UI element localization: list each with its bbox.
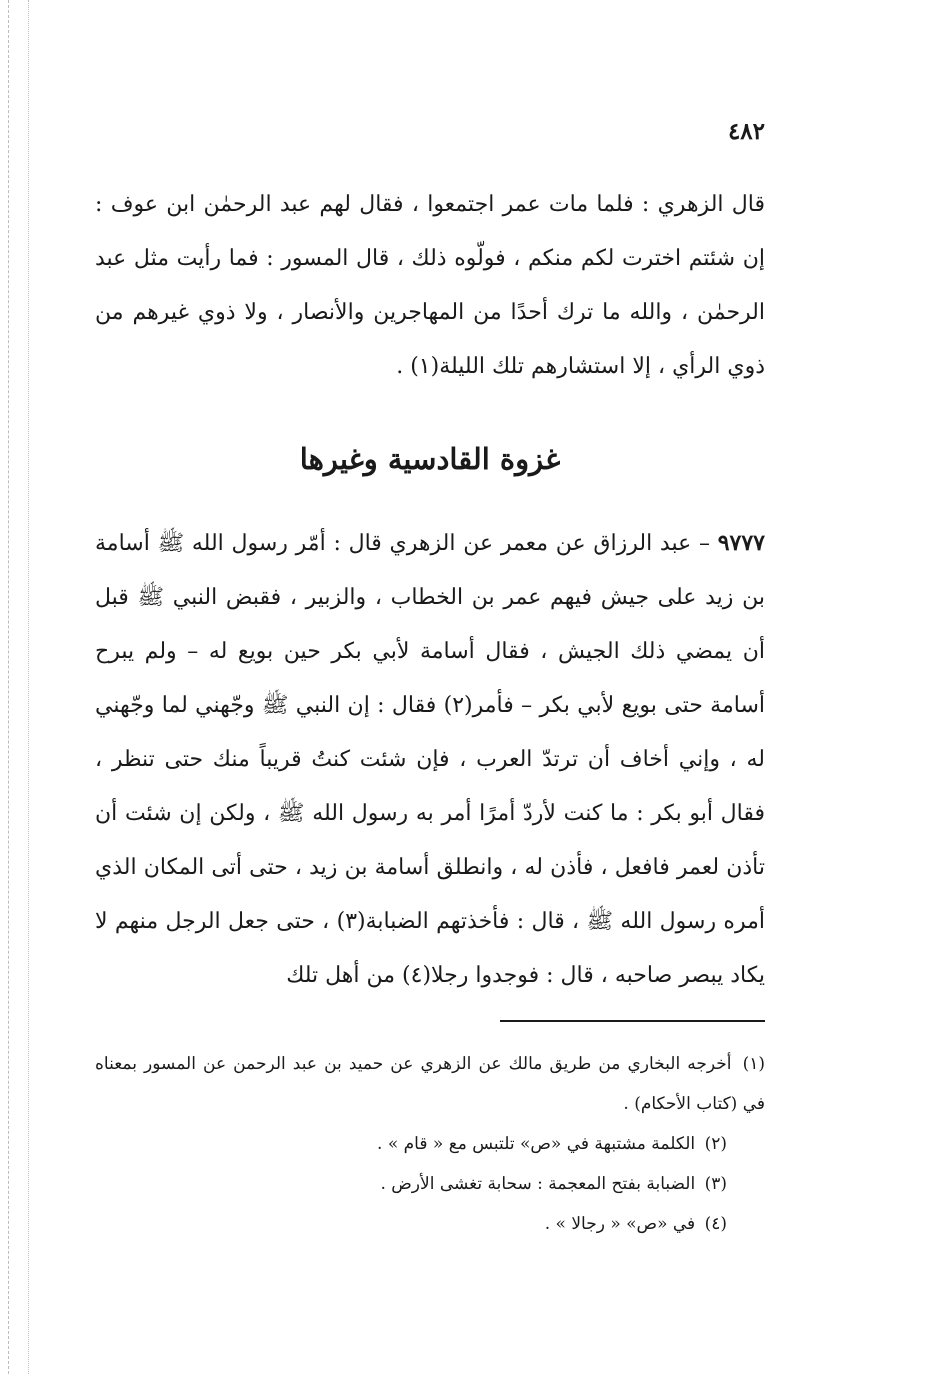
footnote-text: الضبابة بفتح المعجمة : سحابة تغشى الأرض . [380, 1174, 696, 1194]
footnote-item [95, 1204, 765, 1244]
footnote-number: (٢) [704, 1134, 727, 1154]
scan-edge-line [8, 0, 9, 1374]
section-heading: غزوة القادسية وغيرها [299, 442, 561, 476]
page-number: ٤٨٢ [727, 118, 765, 145]
footnote-number: (٤) [704, 1214, 727, 1234]
hadith-number: ٩٧٧٧ [717, 530, 765, 556]
footnote-text: أخرجه البخاري من طريق مالك عن الزهري عن حميد بن عبد الرحمن عن المسور بمعناه في (كتاب الأحكام) . [95, 1054, 765, 1114]
hadith-text: – عبد الرزاق عن معمر عن الزهري قال : أمّر رسول الله ﷺ أسامة بن زيد على جيش فيهم عمر بن الخطاب ، والزبير ، فقبض النبي ﷺ قبل أن يمضي ذلك الجيش ، فقال أسامة لأبي بكر حين بويع له – ولم يبرح أسامة حتى بويع لأبي بكر – فأمر(٢) فقال : إن النبي ﷺ وجّهني لما وجّهني له ، وإني أخاف أن ترتدّ العرب ، فإن شئت كنتُ قريباً منك حتى تنظر ، فقال أبو بكر : ما كنت لأردّ أمرًا أمر به رسول الله ﷺ ، ولكن إن شئت أن تأذن لعمر فافعل ، فأذن له ، وانطلق أسامة بن زيد ، حتى أتى المكان الذي أمره رسول الله ﷺ ، قال : فأخذتهم الضبابة(٣) ، حتى جعل الرجل منهم لا يكاد يبصر صاحبه ، قال : فوجدوا رجلا(٤) من أهل تلك [95, 531, 765, 988]
footnote-number: (٣) [704, 1174, 727, 1194]
scan-edge-line [28, 0, 29, 1374]
footnote-item [95, 1164, 765, 1204]
footnote-text: في «ص» « رجالا » . [544, 1214, 696, 1234]
footnote-divider [500, 1020, 765, 1022]
intro-paragraph: قال الزهري : فلما مات عمر اجتمعوا ، فقال لهم عبد الرحمٰن ابن عوف : إن شئتم اخترت لكم منكم ، فولّوه ذلك ، قال المسور : فما رأيت مثل عبد الرحمٰن ، والله ما ترك أحدًا من المهاجرين والأنصار ، ولا ذوي غيرهم من ذوي الرأي ، إلا استشارهم تلك الليلة(١) . [95, 192, 765, 379]
hadith-paragraph [95, 516, 765, 1003]
footnote-item [95, 1124, 765, 1164]
footnote-item [95, 1044, 765, 1124]
footnote-number: (١) [742, 1054, 765, 1074]
footnote-text: الكلمة مشتبهة في «ص» تلتبس مع « قام » . [377, 1134, 696, 1154]
footnotes [95, 1044, 765, 1244]
